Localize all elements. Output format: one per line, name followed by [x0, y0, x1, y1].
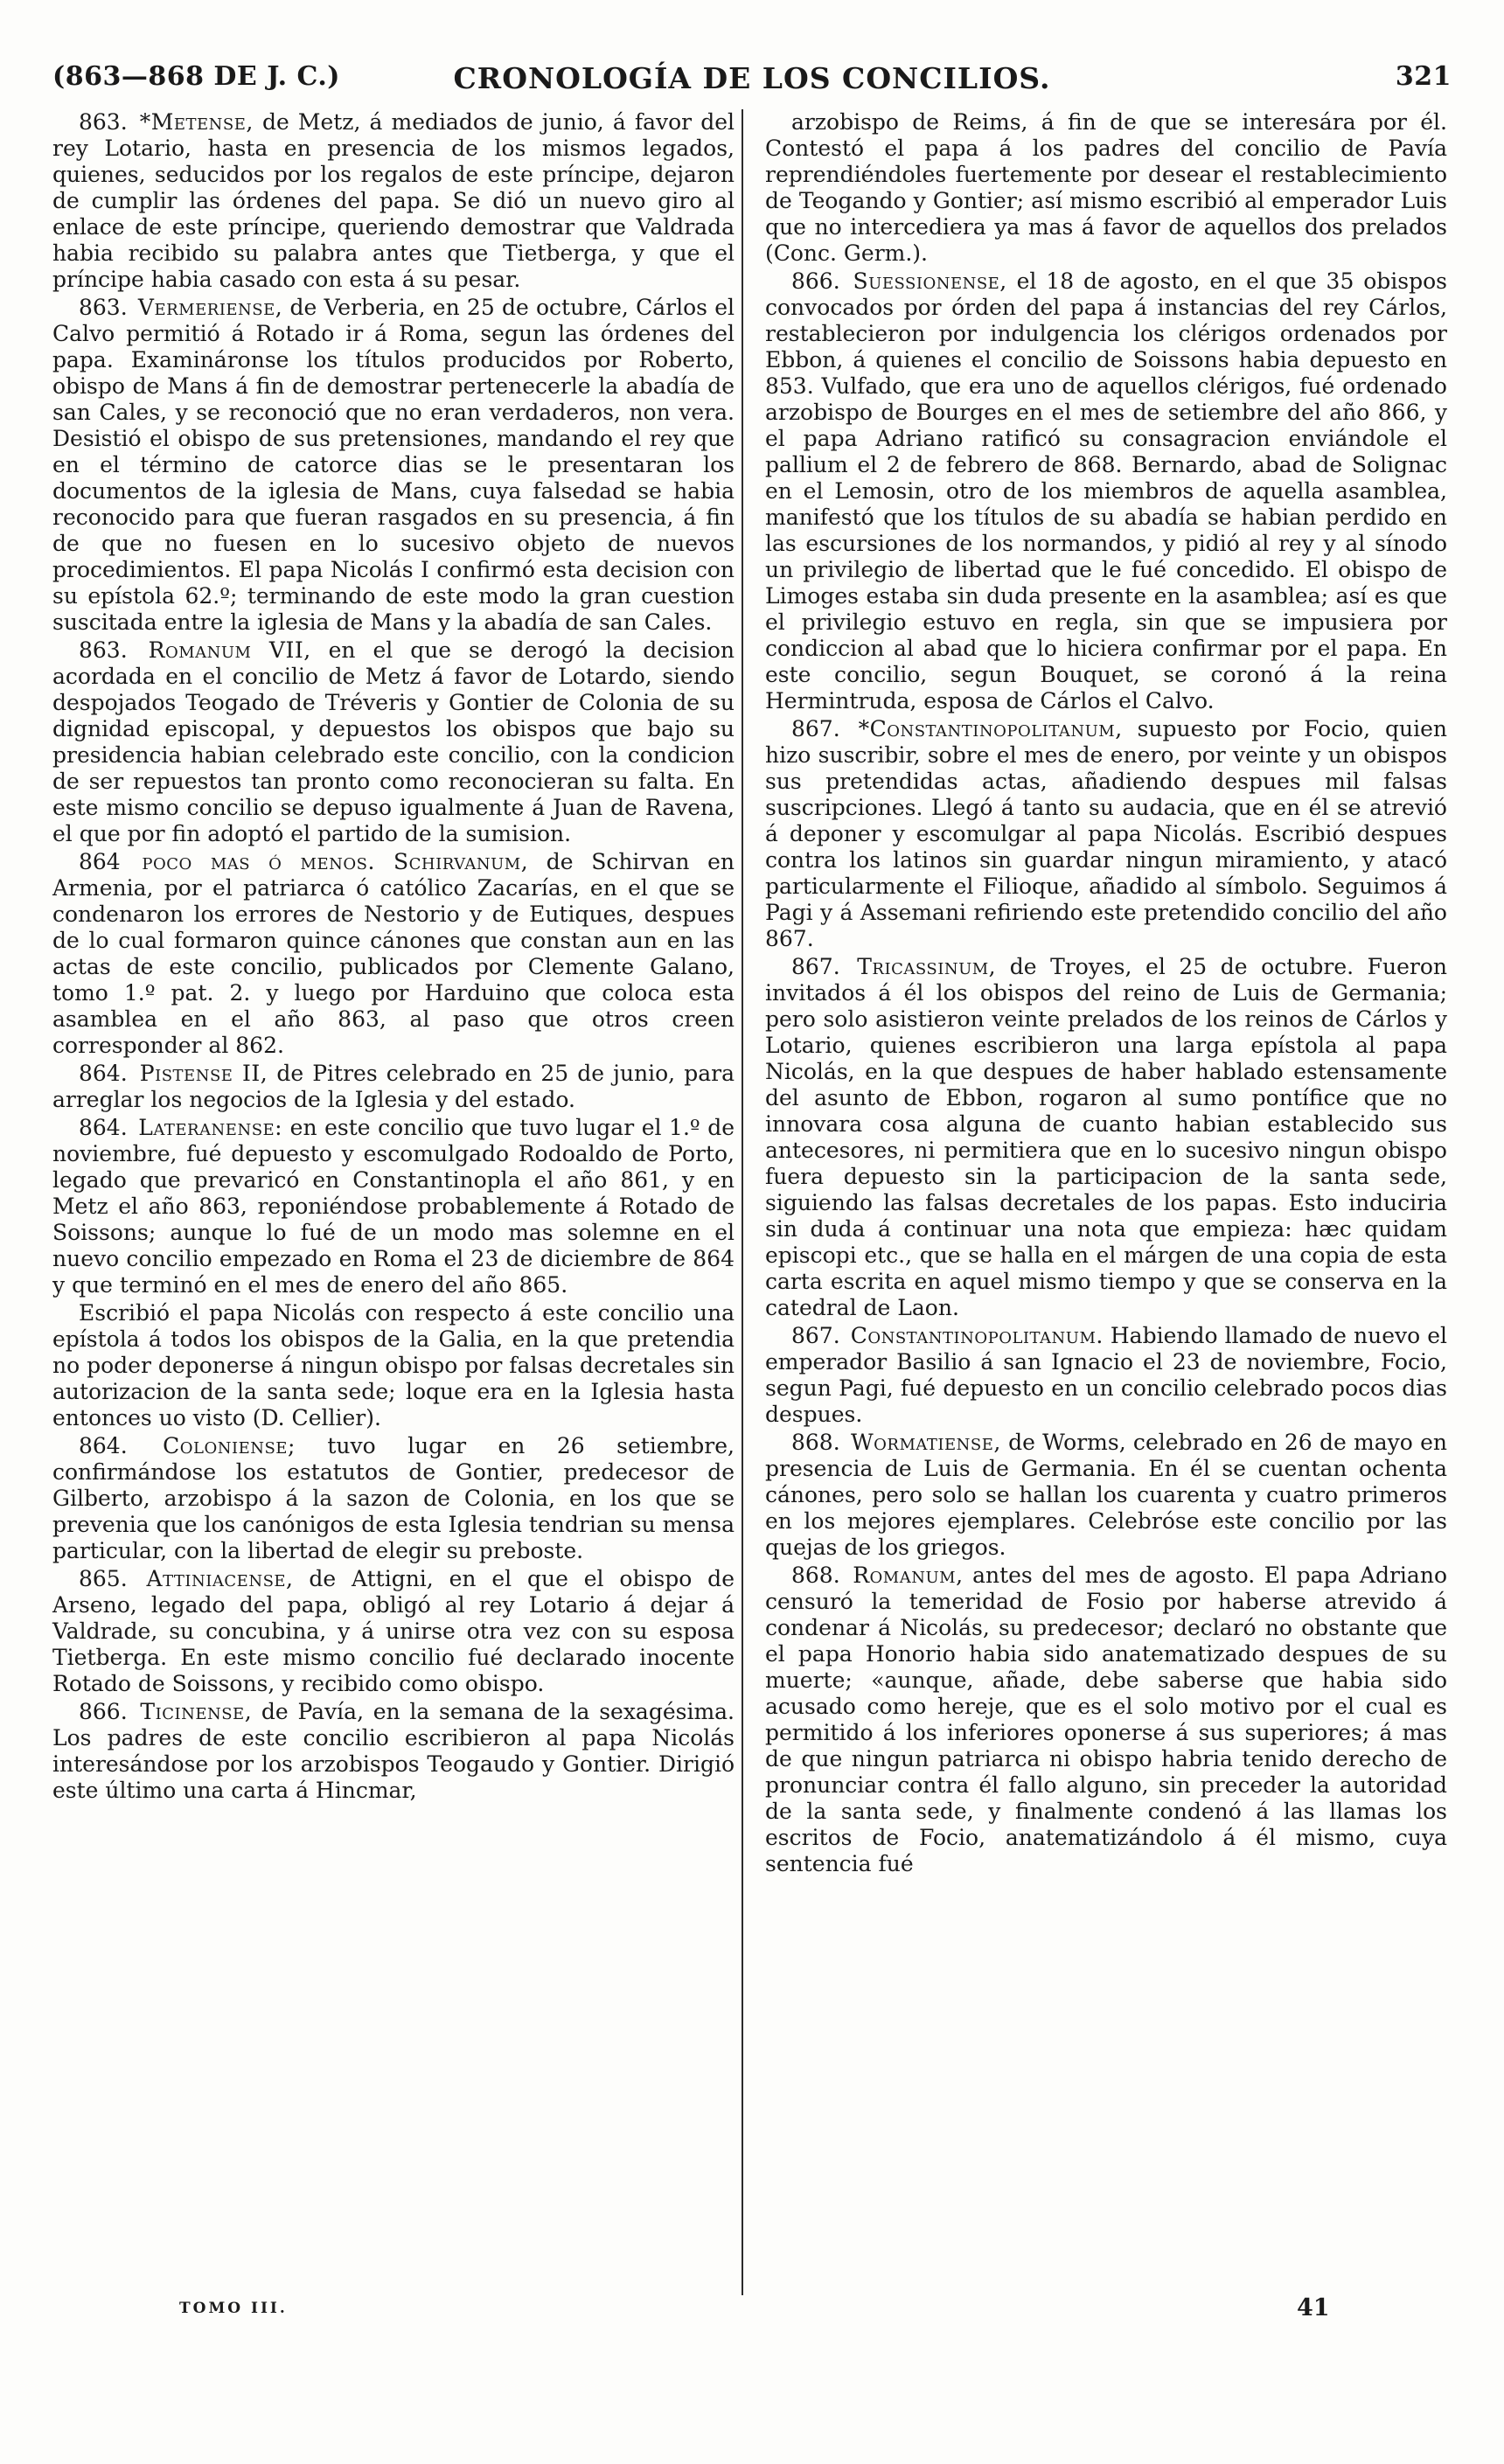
entry-year: 867. [791, 716, 840, 741]
council-entry [52, 637, 735, 847]
council-entry [765, 954, 1447, 1321]
council-entry [765, 268, 1447, 714]
council-name: *Metense, [139, 109, 254, 135]
date-range: (863—868 DE J. C.) [52, 61, 340, 92]
council-entry [52, 1433, 735, 1564]
council-entry [765, 1323, 1447, 1428]
entry-text: de Verberia, en 25 de octubre, Cárlos el Calvo permitió á Rotado ir á Roma, segun las órdenes del papa. Examináronse los títulos producidos por Roberto, obispo de Mans á fin de demostrar pertenecerle la abadía de san Cales, y se reconoció que no eran verdaderos, non vera. Desistió el obispo de sus pretensiones, mandando el rey que en el término de catorce dias se le presentaran los documentos de la iglesia de Mans, cuya falsedad se habia reconocido para que fueran rasgados en su presencia, á fin de que no fuesen en lo sucesivo objeto de nuevos procedimientos. El papa Nicolás I confirmó esta decision con su epístola 62.º; terminando de este modo la gran cuestion suscitada entre la iglesia de Mans y la abadía de san Cales. [52, 295, 735, 635]
council-name: Vermeriense, [137, 295, 283, 320]
entry-text: en el que se derogó la decision acordada en el concilio de Metz á favor de Lotardo, siendo despojados Teogado de Tréveris y Gontier de Colonia de su dignidad episcopal, y depuestos los obispos que bajo su presidencia habian celebrado este concilio, con la condicion de ser repuestos tan pronto como reconocieran su falta. En este mismo concilio se depuso igualmente á Juan de Ravena, el que por fin adoptó el partido de la sumision. [52, 637, 735, 846]
entry-text: de Troyes, el 25 de octubre. Fueron invitados á él los obispos del reino de Luis de Germania; pero solo asistieron veinte prelados de los reinos de Cárlos y Lotario, quienes escribieron una larga epístola al papa Nicolás, en la que despues de haber hablado estensamente del asunto de Ebbon, rogaron al sumo pontífice que no innovara cosa alguna de cuanto habian establecido sus antecesores, ni permitiera que en lo sucesivo ningun obispo fuera depuesto sin la participacion de la santa sede, siguiendo las falsas decretales de los papas. Esto induciria sin duda á continuar una nota que empieza: hæc quidam episcopi etc., que se halla en el márgen de una copia de esta carta escrita en aquel mismo tiempo y que se conserva en la catedral de Laon. [765, 954, 1447, 1320]
column-rule [742, 109, 743, 2295]
entry-year: 868. [791, 1430, 840, 1455]
entry-text: de Pavía, en la semana de la sexagésima. Los padres de este concilio escribieron al papa Nicolás interesándose por los arzobispos Teogaudo y Gontier. Dirigió este último una carta á Hincmar, [52, 1699, 735, 1803]
page-number: 321 [1395, 61, 1452, 92]
entry-year: 864 [79, 849, 121, 874]
entry-text: de Pitres celebrado en 25 de junio, para arreglar los negocios de la Iglesia y del estado. [52, 1061, 735, 1112]
council-name: Ticinense, [140, 1699, 253, 1724]
right-column [765, 109, 1447, 1879]
council-entry [765, 109, 1447, 267]
entry-year: 868. [791, 1563, 840, 1588]
council-name: Romanum VII, [148, 637, 311, 663]
entry-year: 864. [79, 1115, 128, 1140]
council-entry [52, 295, 735, 636]
council-entry [52, 1566, 735, 1697]
council-entry [52, 109, 735, 293]
signature-mark: 41 [1297, 2294, 1330, 2321]
volume-label: TOMO III. [179, 2300, 288, 2317]
council-name: poco mas ó menos. Schirvanum, [142, 849, 529, 874]
entry-year: 864. [79, 1433, 128, 1458]
council-name: Attiniacense, [146, 1566, 294, 1591]
council-name: Wormatiense, [850, 1430, 1001, 1455]
running-header [52, 52, 1452, 105]
council-entry [765, 1563, 1447, 1877]
entry-year: 863. [79, 109, 128, 135]
council-name: *Constantinopolitanum, [858, 716, 1123, 741]
council-entry [52, 1300, 735, 1431]
entry-year: 867. [791, 954, 840, 979]
council-name: Lateranense: [138, 1115, 283, 1140]
entry-year: 863. [79, 295, 128, 320]
council-name: Tricassinum, [857, 954, 997, 979]
council-name: Romanum, [853, 1563, 964, 1588]
council-entry [52, 1699, 735, 1804]
left-column [52, 109, 735, 1806]
council-name: Coloniense; [163, 1433, 296, 1458]
entry-text: de Schirvan en Armenia, por el patriarca ó católico Zacarías, en el que se condenaron los errores de Nestorio y de Eutiques, despues de lo cual formaron quince cánones que constan aun en las actas de este concilio, publicados por Clemente Galano, tomo 1.º pat. 2. y luego por Harduino que coloca esta asamblea en el año 863, al paso que otros creen corresponder al 862. [52, 849, 735, 1058]
entry-text: de Metz, á mediados de junio, á favor del rey Lotario, hasta en presencia de los mismos legados, quienes, seducidos por los regalos de este príncipe, dejaron de cumplir las órdenes del papa. Se dió un nuevo giro al enlace de este príncipe, queriendo demostrar que Valdrada habia recibido su palabra antes que Tietberga, y que el príncipe habia casado con esta á su pesar. [52, 109, 735, 292]
council-entry [52, 1115, 735, 1298]
council-name: Suessionense, [853, 268, 1007, 294]
entry-text: de Worms, celebrado en 26 de mayo en presencia de Luis de Germania. En él se cuentan ochenta cánones, pero solo se hallan los cuarenta y cuatro primeros en los mejores ejemplares. Celebróse este concilio por las quejas de los griegos. [765, 1430, 1447, 1560]
entry-year: 867. [791, 1323, 840, 1348]
council-name: Constantinopolitanum. [850, 1323, 1104, 1348]
entry-year: 865. [79, 1566, 128, 1591]
council-entry [765, 1430, 1447, 1561]
entry-text: Escribió el papa Nicolás con respecto á este concilio una epístola á todos los obispos de la Galia, en la que pretendia no poder deponerse á ningun obispo por falsas decretales sin autorizacion de la santa sede; loque era en la Iglesia hasta entonces uo visto (D. Cellier). [52, 1300, 735, 1430]
entry-year: 864. [79, 1061, 128, 1086]
running-title: CRONOLOGÍA DE LOS CONCILIOS. [453, 61, 1051, 95]
entry-text: arzobispo de Reims, á fin de que se interesára por él. Contestó el papa á los padres del concilio de Pavía reprendiéndoles fuertemente por desear el restablecimiento de Teogando y Gontier; así mismo escribió al emperador Luis que no intercediera ya mas á favor de aquellos dos prelados (Conc. Germ.). [765, 109, 1447, 266]
council-entry [765, 716, 1447, 952]
entry-text: el 18 de agosto, en el que 35 obispos convocados por órden del papa á instancias del rey Cárlos, restablecieron por indulgencia los clérigos ordenados por Ebbon, á quienes el concilio de Soissons habia depuesto en 853. Vulfado, que era uno de aquellos clérigos, fué ordenado arzobispo de Bourges en el mes de setiembre del año 866, y el papa Adriano ratificó su consagracion enviándole el pallium el 2 de febrero de 868. Bernardo, abad de Solignac en el Lemosin, otro de los miembros de aquella asamblea, manifestó que los títulos de su abadía se habian perdido en las escursiones de los normandos, y pidió al rey y al sínodo un privilegio de libertad que le fué concedido. El obispo de Limoges estaba sin duda presente en la asamblea; así es que el privilegio estuvo en regla, sin que se impusiera por condiccion al abad que lo hiciera confirmar por el papa. En este concilio, segun Bouquet, se coronó á la reina Hermintruda, esposa de Cárlos el Calvo. [765, 268, 1447, 713]
entry-year: 863. [79, 637, 128, 663]
council-entry [52, 1061, 735, 1113]
entry-year: 866. [791, 268, 840, 294]
entry-text: antes del mes de agosto. El papa Adriano censuró la temeridad de Fosio por haberse atrevido á condenar á Nicolás, su predecesor; declaró no obstante que el papa Honorio habia sido anatematizado despues de su muerte; «aunque, añade, debe saberse que habia sido acusado como hereje, que es el solo motivo por el cual es permitido á los inferiores oponerse á sus superiores; á mas de que ningun patriarca ni obispo habria tenido derecho de pronunciar contra él fallo alguno, sin preceder la autoridad de la santa sede, y finalmente condenó á las llamas los escritos de Focio, anatematizándolo á él mismo, cuya sentencia fué [765, 1563, 1447, 1876]
entry-text: de Attigni, en el que el obispo de Arseno, legado del papa, obligó al rey Lotario á dejar á Valdrade, su concubina, y á unirse otra vez con su esposa Tietberga. En este mismo concilio fué declarado inocente Rotado de Soissons, y recibido como obispo. [52, 1566, 735, 1696]
entry-year: 866. [79, 1699, 128, 1724]
council-name: Pistense II, [139, 1061, 268, 1086]
council-entry [52, 849, 735, 1059]
entry-text: supuesto por Focio, quien hizo suscribir, sobre el mes de enero, por veinte y un obispos sus pretendidas actas, añadiendo despues mil falsas suscripciones. Llegó á tanto su audacia, que en él se atrevió á deponer y escomulgar al papa Nicolás. Escribió despues contra los latinos sin guardar ningun miramiento, y atacó particularmente el Filioque, añadido al símbolo. Seguimos á Pagi y á Assemani refiriendo este pretendido concilio del año 867. [765, 716, 1447, 951]
entry-text: tuvo lugar en 26 setiembre, confirmándose los estatutos de Gontier, predecesor de Gilberto, arzobispo á la sazon de Colonia, en los que se prevenia que los canónigos de esta Iglesia tendrian su mensa particular, con la libertad de elegir su preboste. [52, 1433, 735, 1563]
entry-text: en este concilio que tuvo lugar el 1.º de noviembre, fué depuesto y escomulgado Rodoaldo de Porto, legado que prevaricó en Constantinopla el año 861, y en Metz el año 863, reponiéndose probablemente á Rotado de Soissons; aunque lo fué de un modo mas solemne en el nuevo concilio empezado en Roma el 23 de diciembre de 864 y que terminó en el mes de enero del año 865. [52, 1115, 735, 1298]
entry-text: Habiendo llamado de nuevo el emperador Basilio á san Ignacio el 23 de noviembre, Focio, segun Pagi, fué depuesto en un concilio celebrado pocos dias despues. [765, 1323, 1448, 1427]
